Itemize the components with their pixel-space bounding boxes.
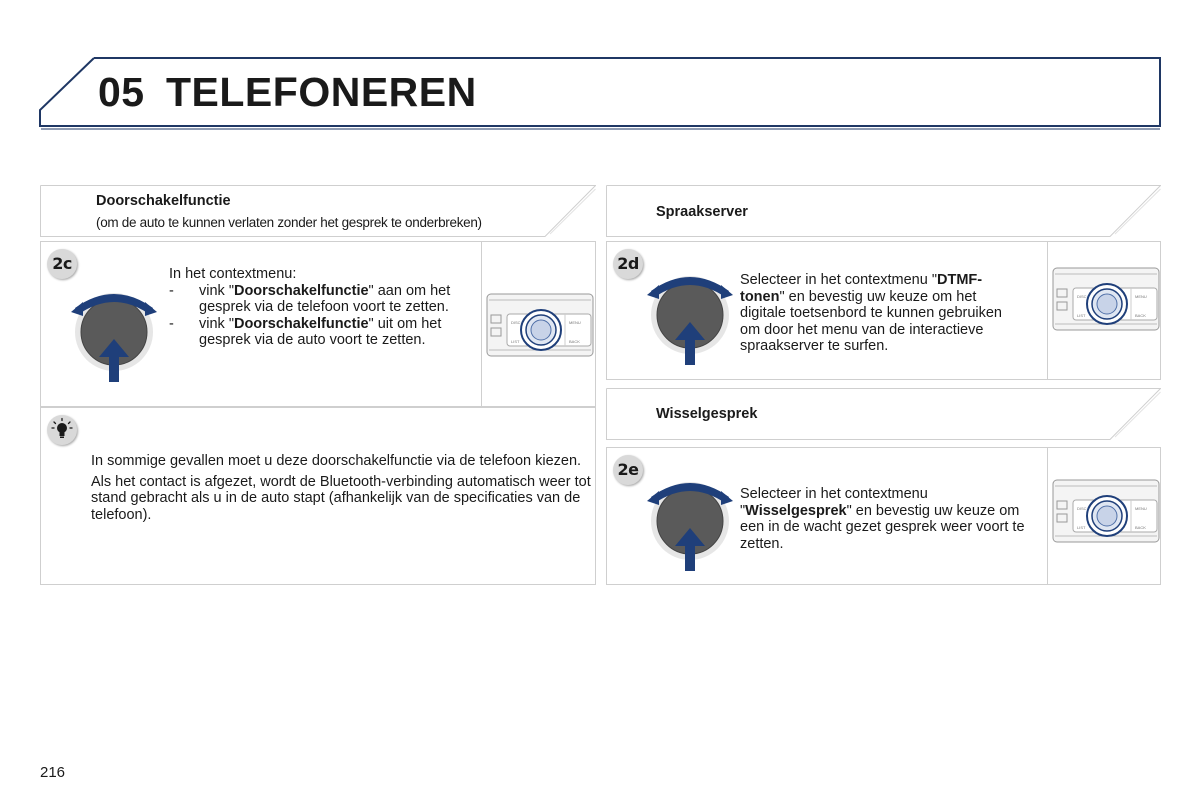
list-text-post: " aan om het gesprek via de telefoon voort te zetten. (199, 282, 451, 315)
control-panel-icon (1051, 242, 1161, 379)
panel-label-bottom-left: LIST (1077, 525, 1086, 530)
lightbulb-tip-icon (47, 415, 77, 445)
rotary-knob-icon (645, 471, 735, 581)
step-badge-2e: 2e (613, 455, 643, 485)
transfer-subheading: (om de auto te kunnen verlaten zonder het gesprek te onderbreken) (96, 215, 482, 230)
control-panel-image (1047, 448, 1160, 584)
call-swap-heading: Wisselgesprek (656, 406, 758, 422)
panel-label-bottom-right: BACK (569, 339, 580, 344)
panel-label-top-right: MENU (569, 320, 581, 325)
panel-label-bottom-left: LIST (1077, 313, 1086, 318)
text-post: " en bevestig uw keuze om een in de wacht gezet gesprek weer voort te zetten. (740, 502, 1025, 552)
list-dash: - (169, 282, 174, 299)
text-pre: Selecteer in het contextmenu " (740, 272, 937, 288)
call-swap-instructions (740, 486, 1035, 552)
option-name: Wisselgesprek (745, 502, 847, 519)
transfer-heading-box (40, 185, 596, 237)
transfer-instructions (169, 266, 469, 349)
transfer-heading: Doorschakelfunctie (96, 193, 231, 209)
control-panel-icon (1051, 448, 1161, 584)
list-item (169, 316, 469, 349)
chapter-title (98, 70, 477, 114)
panel-label-bottom-right: BACK (1135, 525, 1146, 530)
voice-server-instructions (740, 272, 1020, 355)
panel-label-top-right: MENU (1135, 506, 1147, 511)
transfer-intro: In het contextmenu: (169, 266, 297, 282)
call-swap-heading-box (606, 388, 1161, 440)
panel-label-top-left: DISC (1077, 294, 1087, 299)
option-name: Doorschakelfunctie (233, 282, 369, 299)
tip-box (40, 407, 596, 585)
list-text-pre: vink " (199, 282, 234, 299)
chapter-name: TELEFONEREN (166, 69, 477, 115)
step-badge-2c: 2c (47, 249, 77, 279)
tip-paragraph-2: Als het contact is afgezet, wordt de Bluetooth-verbinding automatisch weer tot stand gebracht als u in de auto stapt (afhankelijk van de specificaties van de telefoon). (91, 473, 591, 523)
tip-text (91, 453, 591, 523)
call-swap-step-box (606, 447, 1161, 585)
voice-server-step-box (606, 241, 1161, 380)
list-text-post: " uit om het gesprek via de auto voort te zetten. (199, 315, 442, 348)
chapter-header (0, 0, 1200, 140)
page-number: 216 (40, 764, 66, 781)
tip-paragraph-1: In sommige gevallen moet u deze doorschakelfunctie via de telefoon kiezen. (91, 453, 582, 469)
text-post: " en bevestig uw keuze om het digitale toetsenbord te kunnen gebruiken om door het menu van de interactieve spraakserver te surfen. (740, 288, 1002, 354)
control-panel-image (1047, 242, 1160, 379)
panel-label-top-left: DISC (1077, 506, 1087, 511)
rotary-knob-icon (645, 265, 735, 375)
chapter-number: 05 (98, 69, 145, 115)
panel-label-bottom-right: BACK (1135, 313, 1146, 318)
list-dash: - (169, 315, 174, 332)
text-pre: Selecteer in het contextmenu " (740, 486, 928, 519)
control-panel-icon (485, 242, 595, 406)
control-panel-image (481, 242, 595, 406)
voice-server-heading-box (606, 185, 1161, 237)
option-name: Doorschakelfunctie (233, 315, 369, 332)
rotary-knob-icon (69, 282, 159, 392)
step-badge-2d: 2d (613, 249, 643, 279)
list-item (169, 283, 469, 316)
transfer-step-box (40, 241, 596, 407)
voice-server-heading: Spraakserver (656, 204, 748, 220)
panel-label-top-left: DISC (511, 320, 521, 325)
panel-label-bottom-left: LIST (511, 339, 520, 344)
list-text-pre: vink " (199, 315, 234, 332)
option-name: DTMF-tonen (740, 272, 983, 305)
panel-label-top-right: MENU (1135, 294, 1147, 299)
